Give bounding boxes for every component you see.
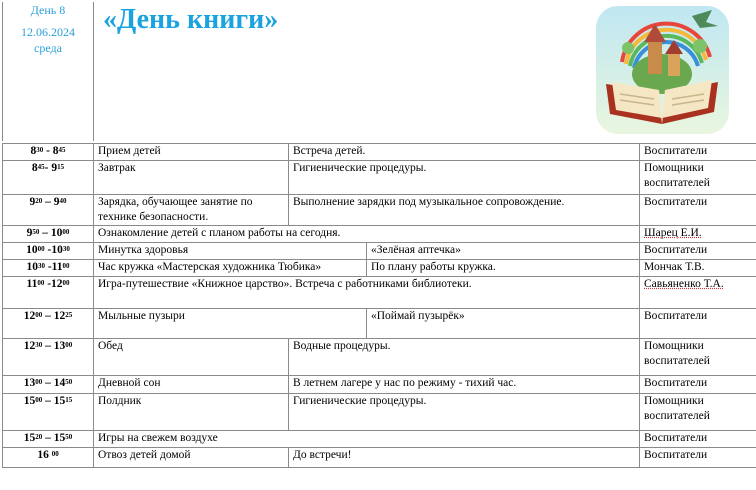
details-cell: Встреча детей. bbox=[289, 144, 640, 161]
responsible-cell: Воспитатели bbox=[640, 144, 756, 161]
activity-cell: Час кружка «Мастерская художника Тюбика» bbox=[94, 260, 367, 277]
date-label: 12.06.2024 bbox=[21, 25, 75, 39]
time-cell: $10^{00}$ $-10^{30}$ bbox=[3, 243, 94, 260]
time-cell: $8^{45}-$ $9^{15}$ bbox=[3, 161, 94, 195]
responsible-cell: Воспитатели bbox=[640, 309, 756, 339]
details-cell: Выполнение зарядки под музыкальное сопровождение. bbox=[289, 195, 640, 226]
activity-cell: Завтрак bbox=[94, 161, 289, 195]
table-row bbox=[3, 376, 756, 394]
details-cell: «Зелёная аптечка» bbox=[367, 243, 640, 260]
date-cell bbox=[2, 2, 94, 141]
time-cell: $9^{50} - 10^{00}$ bbox=[3, 226, 94, 243]
responsible-cell: Мончак Т.В. bbox=[640, 260, 756, 277]
time-cell: $11^{00}$ $-12^{00}$ bbox=[3, 277, 94, 309]
responsible-cell: Воспитатели bbox=[640, 448, 756, 468]
fairy-tale-book-illustration bbox=[592, 2, 733, 138]
responsible-cell: Воспитатели bbox=[640, 376, 756, 394]
details-cell: Гигиенические процедуры. bbox=[289, 161, 640, 195]
details-cell: Водные процедуры. bbox=[289, 339, 640, 376]
responsible-cell: Воспитатели bbox=[640, 431, 756, 448]
activity-cell: Ознакомление детей с планом работы на сегодня. bbox=[94, 226, 640, 243]
activity-cell: Отвоз детей домой bbox=[94, 448, 289, 468]
activity-cell: Обед bbox=[94, 339, 289, 376]
activity-cell: Дневной сон bbox=[94, 376, 289, 394]
responsible-cell: Помощники воспитателей bbox=[640, 394, 756, 431]
activity-cell: Игры на свежем воздухе bbox=[94, 431, 640, 448]
responsible-cell: Шарец Е.И. bbox=[640, 226, 756, 243]
table-row bbox=[3, 161, 756, 195]
table-row bbox=[3, 260, 756, 277]
table-row bbox=[3, 277, 756, 309]
responsible-cell: Воспитатели bbox=[640, 243, 756, 260]
table-row bbox=[3, 226, 756, 243]
details-cell: По плану работы кружка. bbox=[367, 260, 640, 277]
weekday-label: среда bbox=[34, 41, 62, 55]
time-cell: $10^{30}$ $-11^{00}$ bbox=[3, 260, 94, 277]
table-row bbox=[3, 195, 756, 226]
responsible-cell: Савьяненко Т.А. bbox=[640, 277, 756, 309]
details-cell: До встречи! bbox=[289, 448, 640, 468]
table-row bbox=[3, 243, 756, 260]
day-label: День 8 bbox=[30, 3, 66, 17]
schedule-table bbox=[2, 143, 756, 468]
table-row bbox=[3, 394, 756, 431]
table-row bbox=[3, 339, 756, 376]
time-cell: $15^{00} - 15^{15}$ bbox=[3, 394, 94, 431]
time-cell: $15^{20} - 15^{50}$ bbox=[3, 431, 94, 448]
table-row bbox=[3, 309, 756, 339]
responsible-cell: Воспитатели bbox=[640, 195, 756, 226]
responsible-cell: Помощники воспитателей bbox=[640, 339, 756, 376]
activity-cell: Полдник bbox=[94, 394, 289, 431]
activity-cell: Минутка здоровья bbox=[94, 243, 367, 260]
details-cell: В летнем лагере у нас по режиму - тихий час. bbox=[289, 376, 640, 394]
time-cell: $8^{30} - 8^{45}$ bbox=[3, 144, 94, 161]
table-row bbox=[3, 431, 756, 448]
activity-cell: Мыльные пузыри bbox=[94, 309, 367, 339]
details-cell: Гигиенические процедуры. bbox=[289, 394, 640, 431]
time-cell: $12^{00} - 12^{25}$ bbox=[3, 309, 94, 339]
time-cell: 16 $^{00}$ bbox=[3, 448, 94, 468]
time-cell: $9^{20} - 9^{40}$ bbox=[3, 195, 94, 226]
activity-cell: Игра-путешествие «Книжное царство». Встреча с работниками библиотеки. bbox=[94, 277, 640, 309]
details-cell: «Поймай пузырёк» bbox=[367, 309, 640, 339]
page-title: «День книги» bbox=[103, 4, 279, 35]
responsible-cell: Помощники воспитателей bbox=[640, 161, 756, 195]
time-cell: $13^{00} - 14^{50}$ bbox=[3, 376, 94, 394]
activity-cell: Зарядка, обучающее занятие по технике безопасности. bbox=[94, 195, 289, 226]
plan-header bbox=[0, 0, 756, 143]
table-row bbox=[3, 144, 756, 161]
activity-cell: Прием детей bbox=[94, 144, 289, 161]
time-cell: $12^{30} - 13^{00}$ bbox=[3, 339, 94, 376]
table-row bbox=[3, 448, 756, 468]
